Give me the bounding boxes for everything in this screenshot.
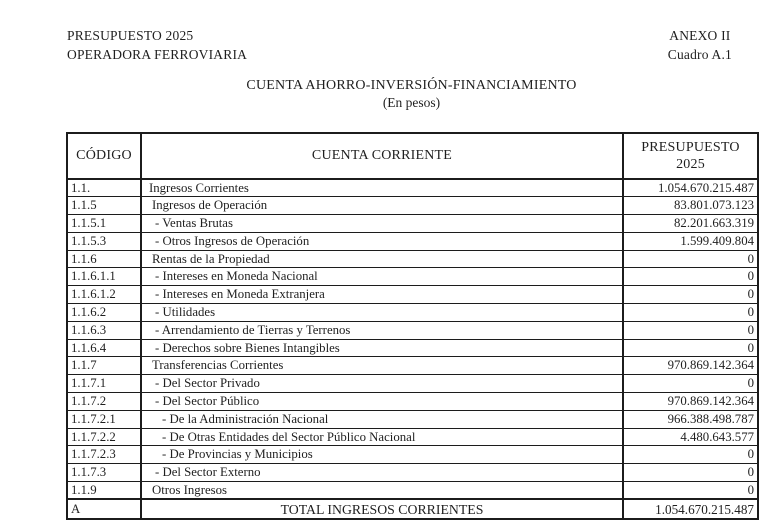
cell-budget-value: 0 xyxy=(623,304,758,322)
cell-budget-value: 0 xyxy=(623,321,758,339)
table-row xyxy=(67,339,758,357)
budget-table xyxy=(66,132,759,520)
cell-account-name: - Del Sector Privado xyxy=(141,375,623,393)
cell-account-name: Otros Ingresos xyxy=(141,482,623,500)
cell-account-name: - Derechos sobre Bienes Intangibles xyxy=(141,339,623,357)
table-row xyxy=(67,446,758,464)
cell-code: 1.1.6.4 xyxy=(67,339,141,357)
cell-account-name: Ingresos Corrientes xyxy=(141,179,623,197)
table-row xyxy=(67,464,758,482)
table-row xyxy=(67,197,758,215)
table-row xyxy=(67,215,758,233)
table-row xyxy=(67,232,758,250)
page-title: CUENTA AHORRO-INVERSIÓN-FINANCIAMIENTO xyxy=(246,78,577,93)
cell-budget-value: 966.388.498.787 xyxy=(623,410,758,428)
cell-code: 1.1.7.2.1 xyxy=(67,410,141,428)
budget-table-body xyxy=(67,179,758,519)
table-row xyxy=(67,375,758,393)
cell-account-name: Ingresos de Operación xyxy=(141,197,623,215)
cell-code: 1.1.6.1.1 xyxy=(67,268,141,286)
table-row-total xyxy=(67,499,758,519)
cell-code: 1.1. xyxy=(67,179,141,197)
cell-code: 1.1.7.1 xyxy=(67,375,141,393)
cell-code: 1.1.7.3 xyxy=(67,464,141,482)
table-row xyxy=(67,250,758,268)
cell-code: A xyxy=(67,499,141,519)
cell-budget-value: 0 xyxy=(623,250,758,268)
presupuesto-header-line2: 2025 xyxy=(676,157,705,172)
cell-code: 1.1.7.2.3 xyxy=(67,446,141,464)
entity-name-label: OPERADORA FERROVIARIA xyxy=(67,47,248,62)
cell-budget-value: 82.201.663.319 xyxy=(623,215,758,233)
cell-account-name: - Otros Ingresos de Operación xyxy=(141,232,623,250)
table-row xyxy=(67,357,758,375)
cell-budget-value: 1.054.670.215.487 xyxy=(623,499,758,519)
cell-code: 1.1.6.1.2 xyxy=(67,286,141,304)
cell-code: 1.1.5 xyxy=(67,197,141,215)
cell-account-name: TOTAL INGRESOS CORRIENTES xyxy=(141,499,623,519)
table-header-row xyxy=(67,133,758,179)
cell-code: 1.1.7.2 xyxy=(67,393,141,411)
page-subtitle: (En pesos) xyxy=(382,95,441,110)
cell-budget-value: 0 xyxy=(623,339,758,357)
cell-code: 1.1.6.3 xyxy=(67,321,141,339)
cell-account-name: Transferencias Corrientes xyxy=(141,357,623,375)
cell-code: 1.1.9 xyxy=(67,482,141,500)
table-row xyxy=(67,268,758,286)
cell-code: 1.1.6 xyxy=(67,250,141,268)
table-row xyxy=(67,393,758,411)
table-row xyxy=(67,179,758,197)
cell-budget-value: 970.869.142.364 xyxy=(623,357,758,375)
document-header-right xyxy=(668,26,732,64)
cell-account-name: - De la Administración Nacional xyxy=(141,410,623,428)
cell-code: 1.1.6.2 xyxy=(67,304,141,322)
cell-account-name: - Ventas Brutas xyxy=(141,215,623,233)
cell-budget-value: 0 xyxy=(623,482,758,500)
table-row xyxy=(67,482,758,500)
cuadro-label: Cuadro A.1 xyxy=(667,47,732,62)
column-header-presupuesto xyxy=(623,133,758,179)
cell-budget-value: 970.869.142.364 xyxy=(623,393,758,411)
cell-budget-value: 1.054.670.215.487 xyxy=(623,179,758,197)
cell-code: 1.1.5.3 xyxy=(67,232,141,250)
column-header-codigo: CÓDIGO xyxy=(67,133,141,179)
cell-budget-value: 83.801.073.123 xyxy=(623,197,758,215)
table-row xyxy=(67,286,758,304)
cell-code: 1.1.7.2.2 xyxy=(67,428,141,446)
cell-code: 1.1.7 xyxy=(67,357,141,375)
table-row xyxy=(67,321,758,339)
cell-budget-value: 0 xyxy=(623,464,758,482)
cell-budget-value: 0 xyxy=(623,446,758,464)
budget-year-label: PRESUPUESTO 2025 xyxy=(67,28,194,43)
cell-budget-value: 0 xyxy=(623,268,758,286)
document-page xyxy=(0,26,780,520)
table-row xyxy=(67,304,758,322)
document-header-left xyxy=(67,26,247,64)
cell-account-name: - Del Sector Externo xyxy=(141,464,623,482)
cell-account-name: - De Otras Entidades del Sector Público Nacional xyxy=(141,428,623,446)
document-header xyxy=(67,26,732,64)
table-row xyxy=(67,410,758,428)
cell-budget-value: 1.599.409.804 xyxy=(623,232,758,250)
cell-account-name: Rentas de la Propiedad xyxy=(141,250,623,268)
cell-account-name: - Intereses en Moneda Extranjera xyxy=(141,286,623,304)
column-header-cuenta-corriente: CUENTA CORRIENTE xyxy=(141,133,623,179)
cell-account-name: - Arrendamiento de Tierras y Terrenos xyxy=(141,321,623,339)
cell-code: 1.1.5.1 xyxy=(67,215,141,233)
cell-account-name: - Utilidades xyxy=(141,304,623,322)
table-row xyxy=(67,428,758,446)
cell-account-name: - De Provincias y Municipios xyxy=(141,446,623,464)
cell-budget-value: 0 xyxy=(623,286,758,304)
cell-account-name: - Del Sector Público xyxy=(141,393,623,411)
cell-budget-value: 4.480.643.577 xyxy=(623,428,758,446)
cell-budget-value: 0 xyxy=(623,375,758,393)
cell-account-name: - Intereses en Moneda Nacional xyxy=(141,268,623,286)
presupuesto-header-line1: PRESUPUESTO xyxy=(641,140,740,155)
annex-label: ANEXO II xyxy=(669,28,731,43)
